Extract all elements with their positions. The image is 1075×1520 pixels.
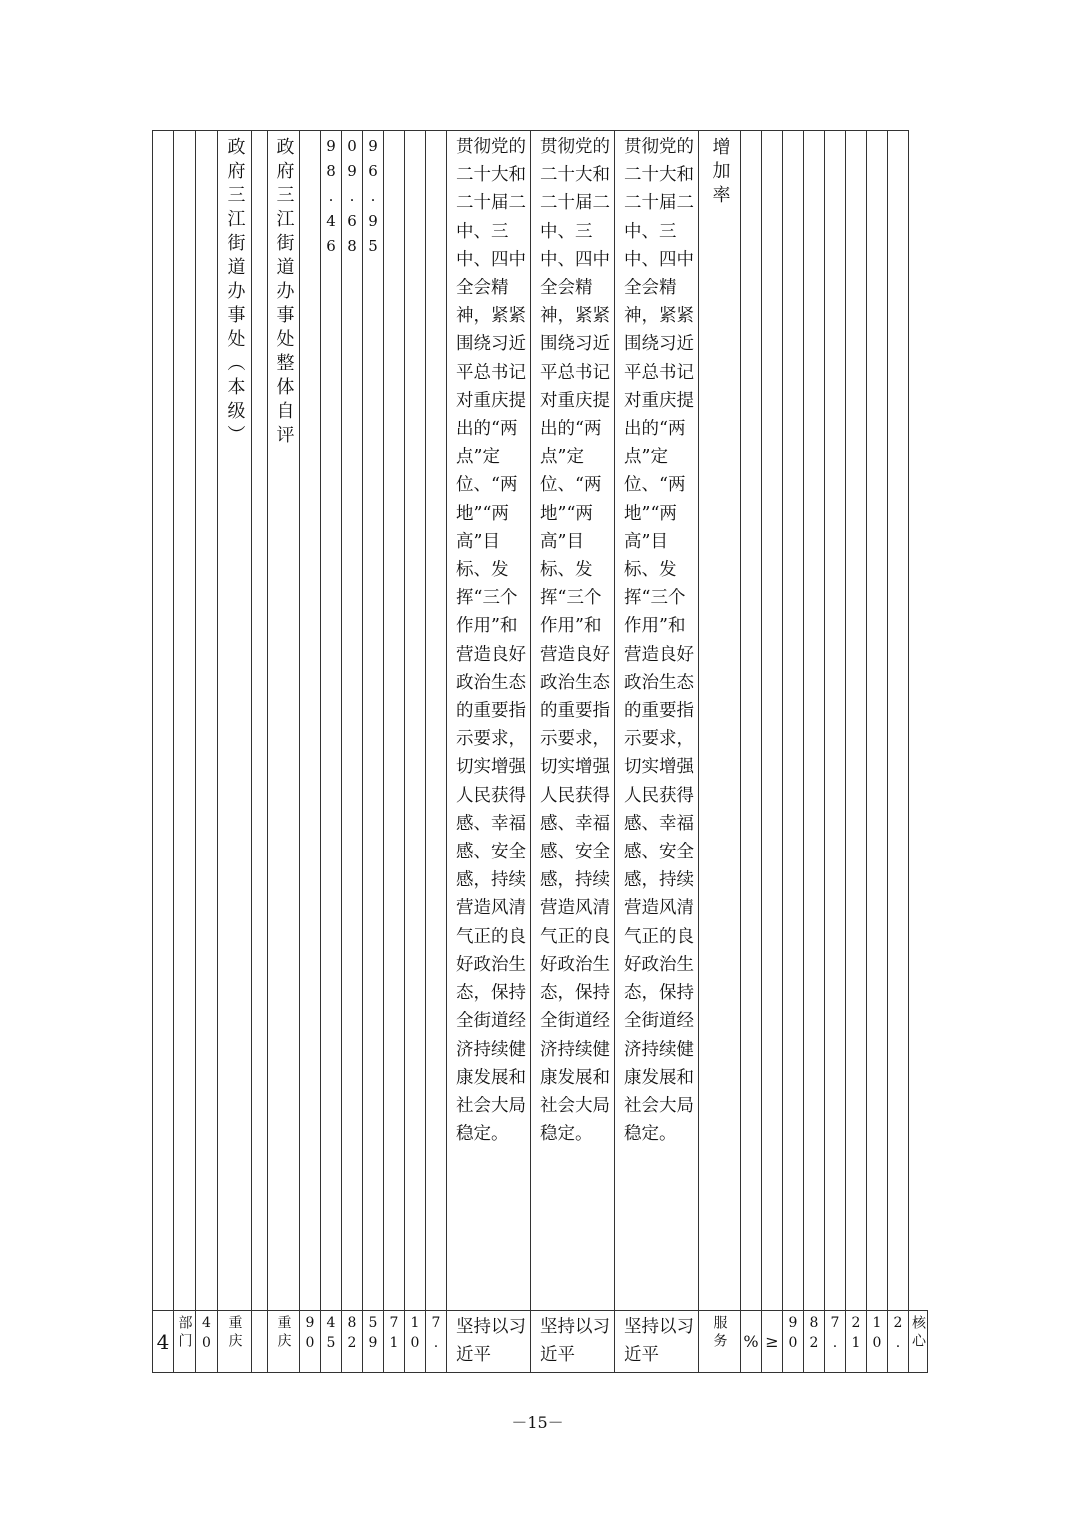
- table-cell: [268, 1311, 300, 1373]
- table-cell: [615, 131, 699, 1311]
- score-value: 82: [344, 1315, 360, 1355]
- table-cell: [218, 131, 252, 1311]
- table-cell: [741, 131, 762, 1311]
- score-value: 90: [302, 1315, 318, 1355]
- table-cell: [252, 1311, 268, 1373]
- table-cell: [888, 131, 909, 1311]
- table-cell: [699, 1311, 741, 1373]
- table-cell: [426, 1311, 447, 1373]
- table-cell: [888, 1311, 909, 1373]
- goal-text: 坚持以习近平: [456, 1317, 526, 1366]
- table-cell: [909, 1311, 928, 1373]
- table-cell: [783, 1311, 804, 1373]
- table-cell: [174, 131, 196, 1311]
- comparison-symbol: ≥: [762, 1311, 783, 1373]
- score-value: 2.: [890, 1315, 906, 1355]
- table-row: [153, 131, 928, 1311]
- score-value: 98.46: [322, 137, 340, 262]
- evaluation-table: [152, 130, 928, 1373]
- score-value: 71: [386, 1315, 402, 1355]
- score-value: 7.: [827, 1315, 843, 1355]
- table-cell: [405, 1311, 426, 1373]
- table-cell: [363, 131, 384, 1311]
- table-cell: [804, 1311, 825, 1373]
- score-value: 45: [323, 1315, 339, 1355]
- table-cell: [196, 131, 218, 1311]
- table-cell: [615, 1311, 699, 1373]
- goal-text: 贯彻党的二十大和二十届二中、三中、四中全会精神，紧紧围绕习近平总书记对重庆提出的“两点”定位、“两地”“两高”目标、发挥“三个作用”和营造良好政治生态的重要指示要求，切实增强人民获得感、幸福感、安全感，持续营造风清气正的良好政治生态，保持全街道经济持续健康发展和社会大局稳定。: [456, 137, 526, 1145]
- table-cell: [174, 1311, 196, 1373]
- table-cell: [846, 1311, 867, 1373]
- code-value: 40: [198, 1315, 215, 1355]
- table-cell: [846, 131, 867, 1311]
- table-cell: [363, 1311, 384, 1373]
- table-cell: [447, 131, 531, 1311]
- table-cell: [405, 131, 426, 1311]
- table-cell: [825, 1311, 846, 1373]
- table-cell: [321, 131, 342, 1311]
- table-cell: [867, 131, 888, 1311]
- table-cell: [218, 1311, 252, 1373]
- table-cell: [300, 131, 321, 1311]
- table-cell: [384, 1311, 405, 1373]
- evaluation-name: 重庆: [275, 1315, 292, 1351]
- evaluation-name: 政府三江街道办事处整体自评: [273, 137, 295, 449]
- goal-text: 坚持以习近平: [540, 1317, 610, 1366]
- table-cell: [426, 131, 447, 1311]
- score-value: 21: [848, 1315, 864, 1355]
- category-label: 部门: [176, 1315, 193, 1351]
- table-cell: [268, 131, 300, 1311]
- table-cell: [342, 1311, 363, 1373]
- unit-name: 重庆: [226, 1315, 243, 1351]
- score-value: 96.95: [364, 137, 382, 262]
- table-cell: [342, 131, 363, 1311]
- table-cell: [825, 131, 846, 1311]
- table-cell: [300, 1311, 321, 1373]
- indicator-note: 核心: [910, 1315, 926, 1351]
- goal-text: 贯彻党的二十大和二十届二中、三中、四中全会精神，紧紧围绕习近平总书记对重庆提出的“两点”定位、“两地”“两高”目标、发挥“三个作用”和营造良好政治生态的重要指示要求，切实增强人民获得感、幸福感、安全感，持续营造风清气正的良好政治生态，保持全街道经济持续健康发展和社会大局稳定。: [624, 137, 694, 1145]
- table-cell: [531, 1311, 615, 1373]
- row-index: 4: [153, 1311, 174, 1373]
- page-number: －15－: [511, 1413, 564, 1432]
- table-cell: [196, 1311, 218, 1373]
- table-cell: [252, 131, 268, 1311]
- table-cell: [867, 1311, 888, 1373]
- table-row: [153, 1311, 928, 1373]
- table-cell: [783, 131, 804, 1311]
- unit-symbol: %: [741, 1311, 762, 1373]
- score-value: 10: [407, 1315, 423, 1355]
- table-cell: [321, 1311, 342, 1373]
- goal-text: 坚持以习近平: [624, 1317, 694, 1366]
- table-cell: [153, 131, 174, 1311]
- indicator-label: 服务: [711, 1315, 728, 1351]
- table-cell: [804, 131, 825, 1311]
- table-cell: [762, 131, 783, 1311]
- unit-name: 政府三江街道办事处（本级）: [224, 137, 246, 449]
- table-cell: [531, 131, 615, 1311]
- table-cell: [384, 131, 405, 1311]
- table-cell: [447, 1311, 531, 1373]
- goal-text: 贯彻党的二十大和二十届二中、三中、四中全会精神，紧紧围绕习近平总书记对重庆提出的“两点”定位、“两地”“两高”目标、发挥“三个作用”和营造良好政治生态的重要指示要求，切实增强人民获得感、幸福感、安全感，持续营造风清气正的良好政治生态，保持全街道经济持续健康发展和社会大局稳定。: [540, 137, 610, 1145]
- indicator-label: 增加率: [709, 137, 731, 209]
- score-value: 09.68: [343, 137, 361, 262]
- score-value: 10: [869, 1315, 885, 1355]
- table-cell: [699, 131, 741, 1311]
- score-value: 7.: [428, 1315, 444, 1355]
- score-value: 59: [365, 1315, 381, 1355]
- target-value: 90: [785, 1315, 801, 1355]
- actual-value: 82: [806, 1315, 822, 1355]
